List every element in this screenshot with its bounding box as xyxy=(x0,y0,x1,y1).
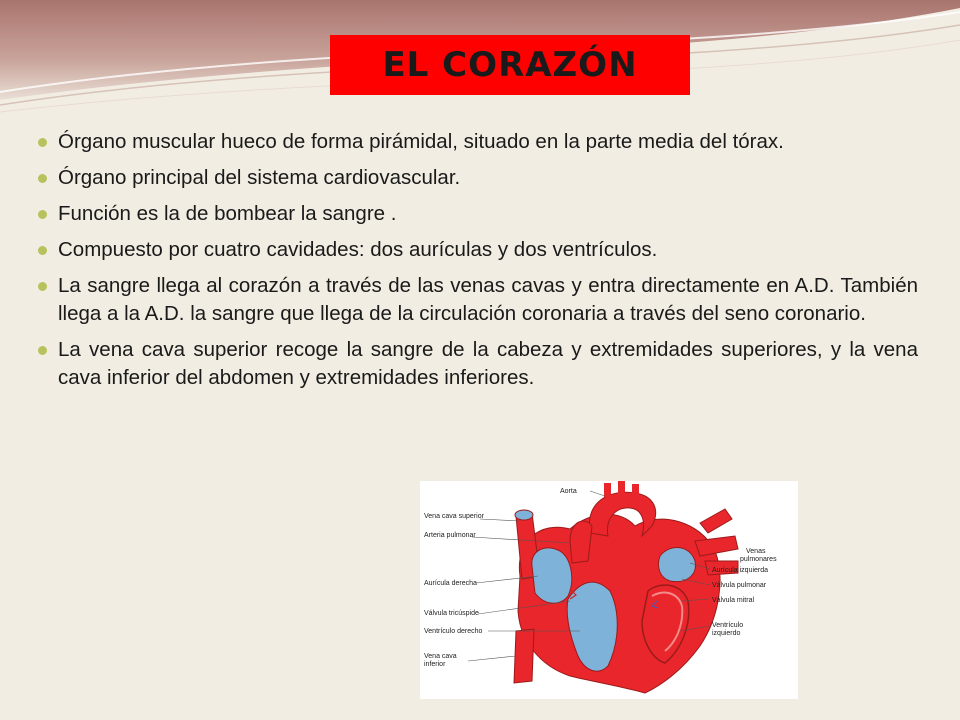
vena-cava-superior-opening xyxy=(515,510,533,520)
title-box xyxy=(330,35,690,95)
label-venas-pulmonares: Venas xyxy=(746,548,766,555)
bullet-item: Órgano muscular hueco de forma pirámidal, situado en la parte media del tórax. xyxy=(38,128,918,156)
label-ventriculo-izquierdo: Ventrículo xyxy=(712,622,744,629)
bullet-item: Compuesto por cuatro cavidades: dos aurículas y dos ventrículos. xyxy=(38,236,918,264)
label-vena-cava-inferior: Vena cava xyxy=(424,653,457,660)
auricula-derecha-chamber xyxy=(532,548,572,603)
slide-title: EL CORAZÓN xyxy=(382,45,638,85)
aorta-branch xyxy=(604,483,611,497)
label-arteria-pulmonar: Arteria pulmonar xyxy=(424,532,476,539)
heart-diagram xyxy=(420,481,798,699)
bullet-list xyxy=(38,128,918,400)
label-venas-pulmonares: pulmonares xyxy=(740,556,777,563)
aorta-branch xyxy=(618,481,625,495)
vena-cava-inferior xyxy=(514,629,534,683)
label-vena-cava-inferior: inferior xyxy=(424,661,446,668)
heart-body xyxy=(518,514,720,693)
label-vena-cava-superior: Vena cava superior xyxy=(424,513,484,520)
label-auricula-derecha: Aurícula derecha xyxy=(424,580,477,587)
label-valvula-pulmonar: Válvula pulmonar xyxy=(712,582,767,589)
label-valvula-tricuspide: Válvula tricúspide xyxy=(424,610,479,617)
bullet-item: La sangre llega al corazón a través de las venas cavas y entra directamente en A.D. También llega a la A.D. la sangre que llega de la circulación coronaria a través del seno coronario. xyxy=(38,272,918,328)
auricula-izquierda-chamber xyxy=(658,547,695,581)
label-auricula-izquierda: Aurícula izquierda xyxy=(712,567,769,574)
bullet-item: Órgano principal del sistema cardiovascular. xyxy=(38,164,918,192)
arteria-pulmonar xyxy=(570,521,592,563)
venas-pulmonares-top xyxy=(700,509,732,533)
label-ventriculo-derecho: Ventrículo derecho xyxy=(424,628,483,635)
bullet-item: Función es la de bombear la sangre . xyxy=(38,200,918,228)
label-aorta: Aorta xyxy=(560,488,577,495)
label-ventriculo-izquierdo: izquierdo xyxy=(712,630,741,637)
label-valvula-mitral: Válvula mitral xyxy=(712,597,755,604)
bullet-item: La vena cava superior recoge la sangre de la cabeza y extremidades superiores, y la vena cava inferior del abdomen y extremidades inferiores. xyxy=(38,336,918,392)
aorta-branch xyxy=(632,484,639,498)
